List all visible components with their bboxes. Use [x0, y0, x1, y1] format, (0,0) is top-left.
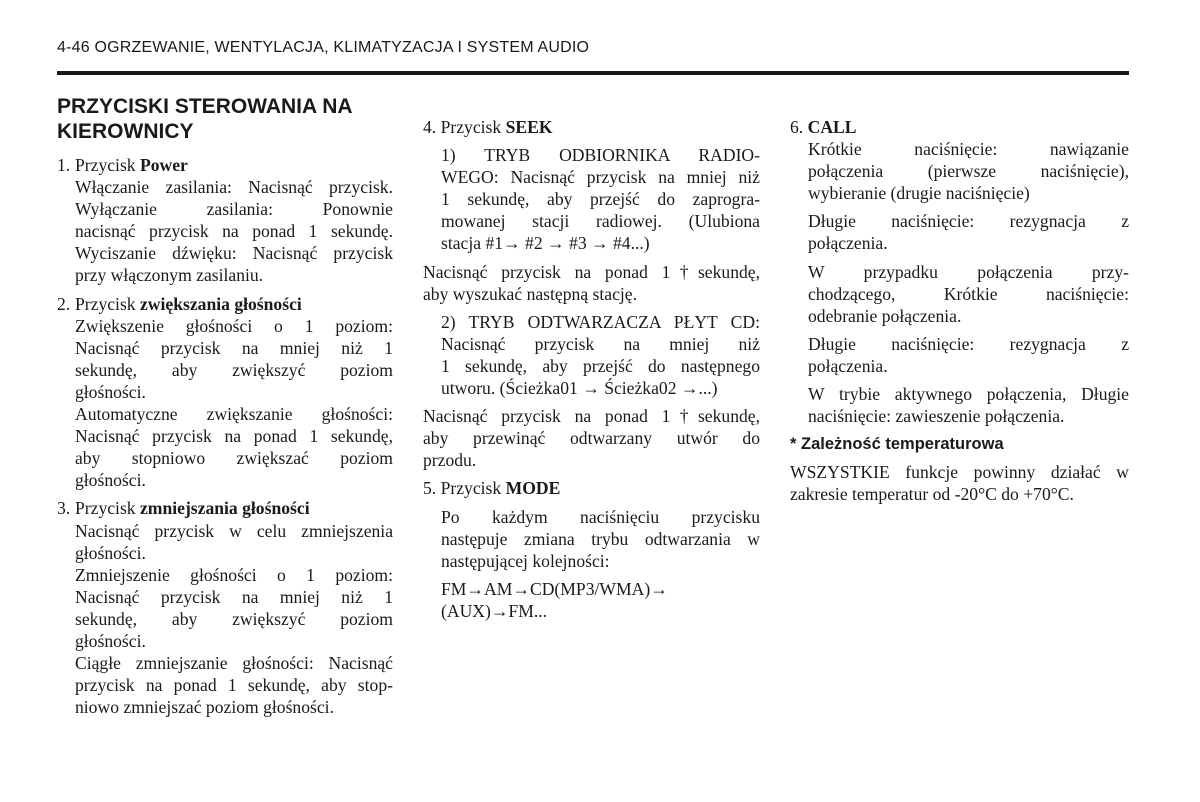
seek-radio-mode: 1) TRYB ODBIORNIKA RADIO- WEGO: Nacisnąć przycisk na mniej niż 1 sekundę, aby przejść do zaprogra- mowanej stacji radiowej. (Ulubiona stacja #1→ #2 → #3 → #4...): [441, 145, 760, 254]
call-hold: W trybie aktywnego połączenia, Długie naciśnięcie: zawieszenie połączenia.: [808, 384, 1129, 427]
list-item-power: 1. Przycisk Power Włączanie zasilania: Nacisnąć przycisk. Wyłączanie zasilania: Ponownie nacisnąć przycisk na ponad 1 sekundę. Wyciszanie dźwięku: Nacisnąć przycisk przy włączonym zasilaniu.: [57, 155, 393, 286]
list-item-mode: 5. Przycisk MODE: [423, 478, 561, 499]
call-long-press: Długie naciśnięcie: rezygnacja z połączenia.: [808, 211, 1129, 254]
section-title: PRZYCISKI STEROWANIA NA KIEROWNICY: [57, 95, 353, 143]
column-3: [790, 116, 1129, 505]
call-reject: Długie naciśnięcie: rezygnacja z połączenia.: [808, 333, 1129, 376]
page-header: 4-46 OGRZEWANIE, WENTYLACJA, KLIMATYZACJA I SYSTEM AUDIO: [57, 39, 590, 56]
list-item-volume-up: 2. Przycisk zwiększania głośności Zwiększenie głośności o 1 poziom: Nacisnąć przycisk na mniej niż 1 sekundę, aby zwiększyć poziom głośności. Automatyczne zwiększanie głośności: Nacisnąć przycisk na ponad 1 sekundę, aby stopniowo zwiększać poziom głośności.: [57, 293, 393, 491]
column-1: [57, 94, 393, 724]
header-rule: [57, 71, 1129, 75]
item-heading: Przycisk zwiększania głośności: [75, 293, 302, 314]
seek-radio-long: Nacisnąć przycisk na ponad 1†sekundę, aby wyszukać następną stację.: [423, 261, 760, 304]
mode-description: Po każdym naciśnięciu przycisku następuje zmiana trybu odtwarzania w następującej kolejności:: [441, 506, 760, 571]
call-incoming: W przypadku połączenia przy- chodzącego, Krótkie naciśnięcie: odebranie połączenia.: [808, 261, 1129, 326]
list-item-call: 6. CALL: [790, 117, 857, 137]
list-item-seek: 4. Przycisk SEEK: [423, 117, 553, 137]
seek-cd-long: Nacisnąć przycisk na ponad 1†sekundę, aby przewinąć odtwarzany utwór do przodu.: [423, 406, 760, 471]
item-heading: Przycisk Power: [75, 155, 188, 175]
call-short-press: Krótkie naciśnięcie: nawiązanie połączenia (pierwsze naciśnięcie), wybieranie (drugie naciśnięcie): [808, 139, 1129, 204]
list-item-volume-down: 3. Przycisk zmniejszania głośności Nacisnąć przycisk w celu zmniejszenia głośności. Zmniejszenie głośności o 1 poziom: Nacisnąć przycisk na mniej niż 1 sekundę, aby zwiększyć poziom głośności. Ciągłe zmniejszanie głośności: Nacisnąć przycisk na ponad 1 sekundę, aby stop- niowo zmniejszać poziom głośności.: [57, 498, 393, 718]
mode-sequence: FM→AM→CD(MP3/WMA)→ (AUX)→FM...: [441, 578, 668, 621]
temperature-text: WSZYSTKIE funkcje powinny działać w zakresie temperatur od -20°C do +70°C.: [790, 462, 1129, 505]
seek-cd-mode: 2) TRYB ODTWARZACZA PŁYT CD: Nacisnąć przycisk na mniej niż 1 sekundę, aby przejść do następnego utworu. (Ścieżka01 → Ścieżka02 →...): [441, 311, 760, 399]
temperature-heading: * Zależność temperaturowa: [790, 435, 1004, 454]
column-2: [423, 116, 760, 628]
item-heading: Przycisk zmniejszania głośności: [75, 498, 310, 519]
